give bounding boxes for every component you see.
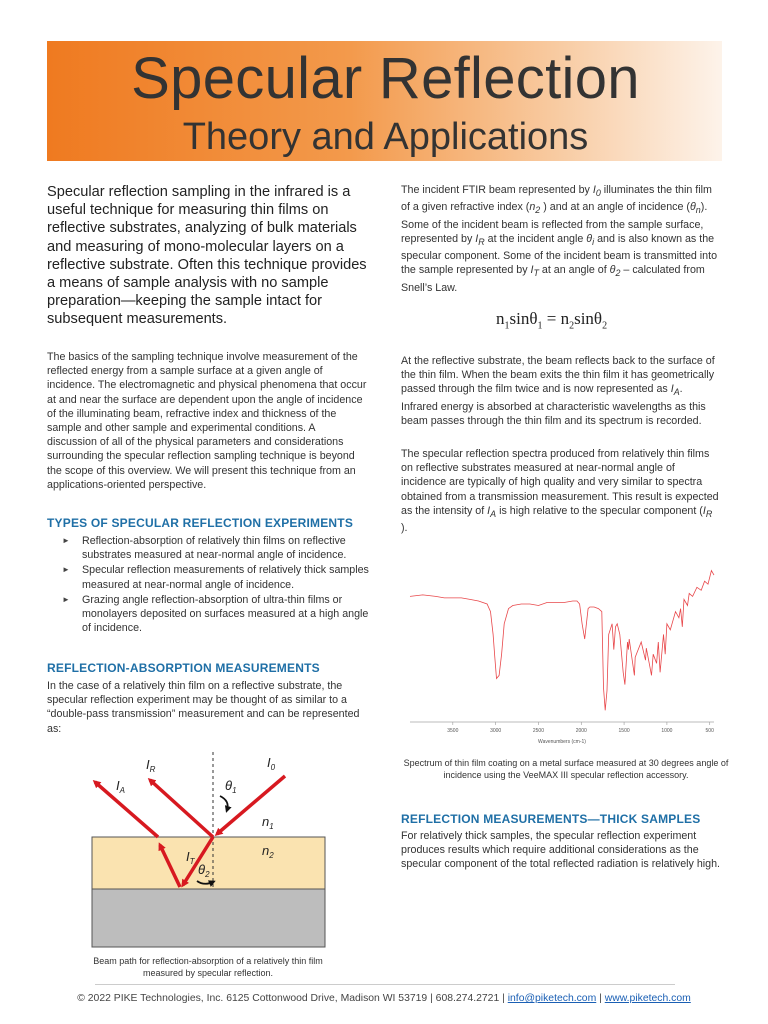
spectrum-caption: Spectrum of thin film coating on a metal surface measured at 30 degrees angle of incidence using the VeeMAX III specular reflection accessory.: [403, 758, 729, 780]
lead-paragraph: Specular reflection sampling in the infrared is a useful technique for measuring thin films on reflective substrates, analyzing of bulk materials and measuring of mono-molecular layers on a reflective substrate. Often this technique provides a means of sample analysis with no sample preparation—keeping the sample intact for subsequent measurements.: [47, 184, 367, 328]
basics-paragraph: The basics of the sampling technique involve measurement of the reflected energy from a sample surface at a given angle of incidence. The electromagnetic and physical phenomena that occur at and near the surface are dependent upon the angle of incidence of the illuminating beam, refractive index and thickness of the sample and other sample and experimental conditions. A discussion of all of the physical parameters and considerations surrounding the specular reflection sampling technique is beyond the scope of this overview. We will present this technique from an applications-oriented perspective.: [47, 351, 367, 491]
footer: [0, 993, 768, 1004]
thick-samples-heading: REFLECTION MEASUREMENTS—THICK SAMPLES: [401, 812, 701, 826]
label-n1: $n_1$: [262, 814, 274, 831]
spectrum-chart: [406, 562, 718, 748]
absorbed-beam: [95, 782, 158, 837]
x-tick-label: 500: [705, 728, 714, 734]
label-n2: $n_2$: [262, 843, 274, 860]
spectra-paragraph: The specular reflection spectra produced from relatively thin films on reflective substrates measured at near-normal angle of incidence are typically of high quality and very similar to spectra obtained from a transmission measurement. This result is expected as the intensity of $I_A$ is high relative to the specular component ($I_R$ ).: [401, 448, 719, 535]
bullet-arrow-icon: ►: [62, 565, 70, 575]
x-tick-label: 1500: [618, 728, 630, 734]
list-item: [62, 563, 372, 591]
bullet-text: Grazing angle reflection-absorption of ultra-thin films or monolayers deposited on surfaces measured at a high angle of incidence.: [82, 593, 369, 635]
list-item: [62, 593, 372, 636]
label-theta2: $\theta_2$: [198, 862, 210, 879]
x-axis-label: Wavenumbers (cm-1): [538, 739, 586, 745]
thick-samples-paragraph: For relatively thick samples, the specular reflection experiment produces results which require additional considerations as the specular component of the total reflected radiation is relatively high.: [401, 830, 721, 871]
x-tick-label: 3500: [447, 728, 459, 734]
email-link[interactable]: info@piketech.com: [507, 993, 597, 1004]
website-link[interactable]: www.piketech.com: [604, 993, 691, 1004]
x-tick-label: 2000: [575, 728, 587, 734]
reflected-beam: [150, 780, 213, 837]
label-ia: $I_A$: [116, 778, 125, 795]
label-i0: $I_0$: [267, 755, 276, 772]
beam-path-diagram: [80, 748, 350, 948]
bullet-text: Reflection-absorption of relatively thin films on reflective substrates measured at near-normal angle of incidence.: [82, 535, 347, 562]
substrate-layer: [92, 889, 325, 947]
reflection-absorption-paragraph: In the case of a relatively thin film on a reflective substrate, the specular reflection experiment may be thought of as similar to a “double-pass transmission” measurement and can be represented as:: [47, 680, 360, 735]
list-item: [62, 534, 372, 562]
ftir-paragraph: The incident FTIR beam represented by $I_0$ illuminates the thin film of a given refractive index ($n_2$ ) and at an angle of incidence $(\theta_n)$. Some of the incident beam is reflected from the sample surface, represented by $I_R$ at the incident angle $\theta_i$ and is also known as the specular component. Some of the incident beam is transmitted into the sample represented by $I_T$ at an angle of $\theta_2$ – calculated from Snell’s Law.: [401, 184, 718, 294]
diagram-caption: Beam path for reflection-absorption of a relatively thin film measured by specular reflection.: [93, 956, 323, 978]
plot-area: [410, 571, 714, 711]
bullet-text: Specular reflection measurements of relatively thick samples measured at near-normal angle of incidence.: [82, 564, 369, 591]
snells-law-equation: $n_1\sin\theta_1 = n_2\sin\theta_2$: [496, 309, 608, 332]
reflection-absorption-heading: REFLECTION-ABSORPTION MEASUREMENTS: [47, 661, 320, 675]
label-theta1: $\theta_1$: [225, 778, 237, 795]
bullet-arrow-icon: ►: [62, 536, 70, 545]
page-title: Specular Reflection: [131, 46, 640, 111]
footer-text: © 2022 PIKE Technologies, Inc. 6125 Cottonwood Drive, Madison WI 53719 | 608.274.2721 |: [77, 993, 508, 1004]
types-heading: TYPES OF SPECULAR REFLECTION EXPERIMENTS: [47, 516, 354, 530]
x-tick-label: 1000: [661, 728, 673, 734]
footer-divider: [95, 984, 675, 985]
label-ir: $I_R$: [146, 757, 156, 774]
spectrum-series-line: [410, 571, 714, 711]
footer-separator: |: [596, 993, 605, 1004]
label-it: $I_T$: [186, 849, 195, 866]
x-tick-label: 2500: [532, 728, 545, 734]
x-tick-label: 3000: [490, 728, 502, 734]
bullet-arrow-icon: ►: [62, 594, 70, 604]
page-subtitle: Theory and Applications: [182, 116, 589, 158]
theta1-angle-arc: [220, 796, 228, 810]
x-axis-ticks: [447, 722, 714, 734]
types-bullet-list: [62, 534, 372, 636]
substrate-paragraph: At the reflective substrate, the beam reflects back to the surface of the thin film. When the beam exits the thin film it has geometrically passed through the film twice and is now represented as $I_A$. Infrared energy is absorbed at characteristic wavelengths as this beam passes through the thin film and its spectrum is recorded.: [401, 355, 715, 427]
